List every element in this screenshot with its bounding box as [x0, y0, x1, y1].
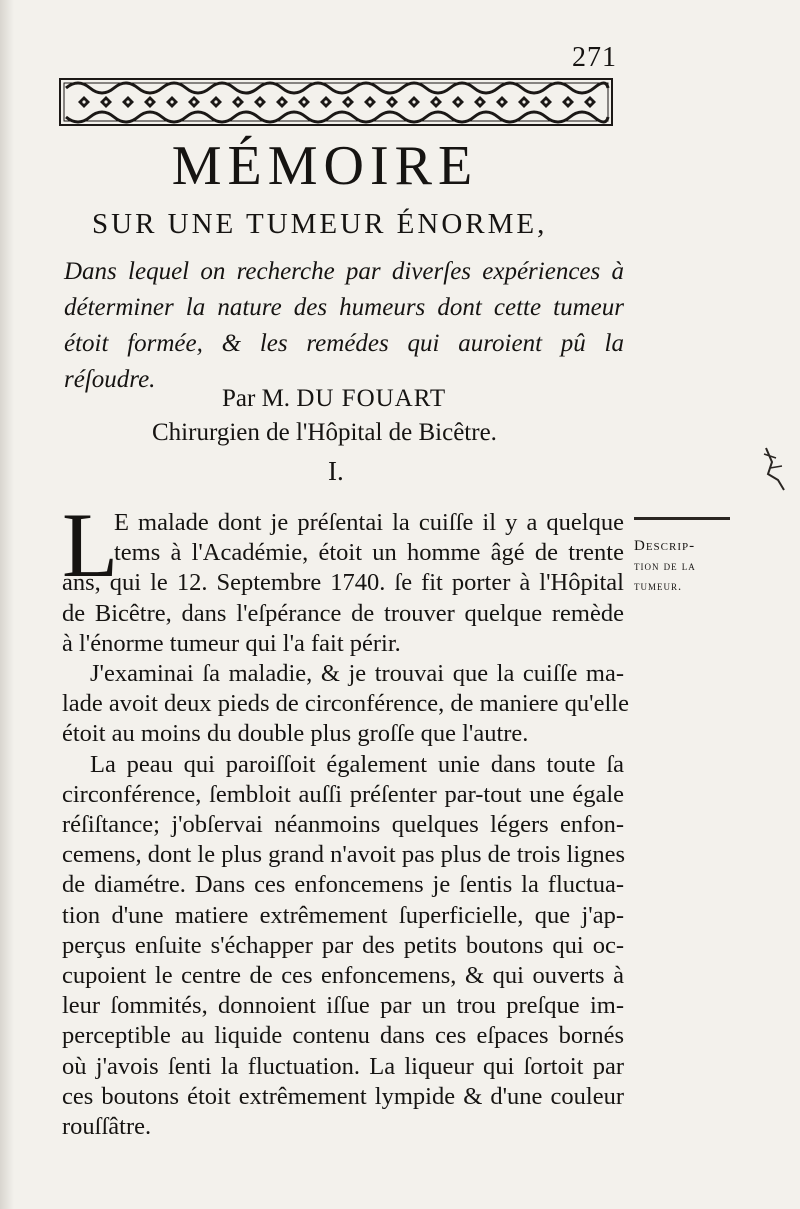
author-role: Chirurgien de l'Hôpital de Bicêtre. — [152, 419, 497, 446]
text-line: La peau qui paroiſſoit également unie dans toute ſa — [90, 750, 624, 778]
text-line: tion d'une matiere extrêmement ſuperficielle, que j'ap- — [62, 901, 624, 929]
text-line: cemens, dont le plus grand n'avoit pas plus de trois lignes — [62, 841, 626, 869]
text-line: ces boutons étoit extrêmement lympide & d'une couleur — [62, 1082, 624, 1110]
section-number: I. — [328, 456, 344, 486]
text-line: étoit au moins du double plus groſſe que l'autre. — [62, 720, 529, 748]
author-line — [222, 384, 446, 414]
author-prefix: Par M. — [222, 385, 291, 412]
author-name: DU FOUART — [296, 385, 447, 412]
text-line: de diamétre. Dans ces enfoncemens je ſentis la fluctua- — [62, 871, 624, 899]
text-line: leur ſommités, donnoient iſſue par un trou preſque im- — [62, 992, 624, 1020]
margin-rule — [634, 517, 730, 520]
description-line: étoit formée, & les remédes qui auroient pû la — [64, 330, 624, 357]
text-line: perçus enſuite s'échapper par des petits boutons qui oc- — [62, 931, 624, 959]
margin-note-line: Descrip- — [634, 538, 696, 554]
text-line: circonférence, ſembloit auſſi préſenter par-tout une égale — [62, 780, 624, 808]
text-line: à l'énorme tumeur qui l'a fait périr. — [62, 629, 401, 657]
ink-speck-mark — [756, 444, 796, 494]
margin-note-line: tion de la — [634, 559, 696, 573]
paragraph — [62, 659, 629, 750]
description-line: déterminer la nature des humeurs dont cette tumeur — [64, 294, 624, 321]
body-text — [62, 508, 629, 1142]
description-line: Dans lequel on recherche par diverſes expériences à — [64, 258, 624, 285]
title-description — [64, 254, 624, 398]
text-line: cupoient le centre de ces enfoncemens, & qui ouverts à — [62, 962, 624, 990]
text-line: J'examinai ſa maladie, & je trouvai que la cuiſſe ma- — [90, 660, 624, 688]
text-line: où j'avois ſenti la fluctuation. La liqueur qui ſortoit par — [62, 1052, 624, 1080]
page-subtitle: SUR UNE TUMEUR ÉNORME, — [92, 208, 548, 240]
text-line: de Bicêtre, dans l'eſpérance de trouver quelque remède — [62, 599, 624, 627]
paragraph — [62, 750, 624, 1143]
text-line: lade avoit deux pieds de circonférence, de maniere qu'elle — [62, 690, 629, 718]
text-line: ans, qui le 12. Septembre 1740. ſe fit porter à l'Hôpital — [62, 569, 624, 597]
text-line: tems à l'Académie, étoit un homme âgé de trente — [114, 539, 624, 567]
text-line: réſiſtance; j'obſervai néanmoins quelques légers enfon- — [62, 811, 624, 839]
page-number: 271 — [572, 42, 617, 73]
text-line: rouſſâtre. — [62, 1113, 152, 1141]
drop-cap: L — [62, 494, 119, 596]
text-line: E malade dont je préſentai la cuiſſe il y a quelque — [114, 509, 624, 536]
text-line: perceptible au liquide contenu dans ces eſpaces bornés — [62, 1022, 624, 1050]
margin-note-line: tumeur. — [634, 579, 683, 593]
page-title: MÉMOIRE — [171, 135, 479, 197]
paragraph — [62, 508, 624, 659]
ornamental-header-band — [58, 76, 614, 128]
margin-note — [634, 536, 738, 596]
description-line: réſoudre. — [64, 366, 156, 393]
